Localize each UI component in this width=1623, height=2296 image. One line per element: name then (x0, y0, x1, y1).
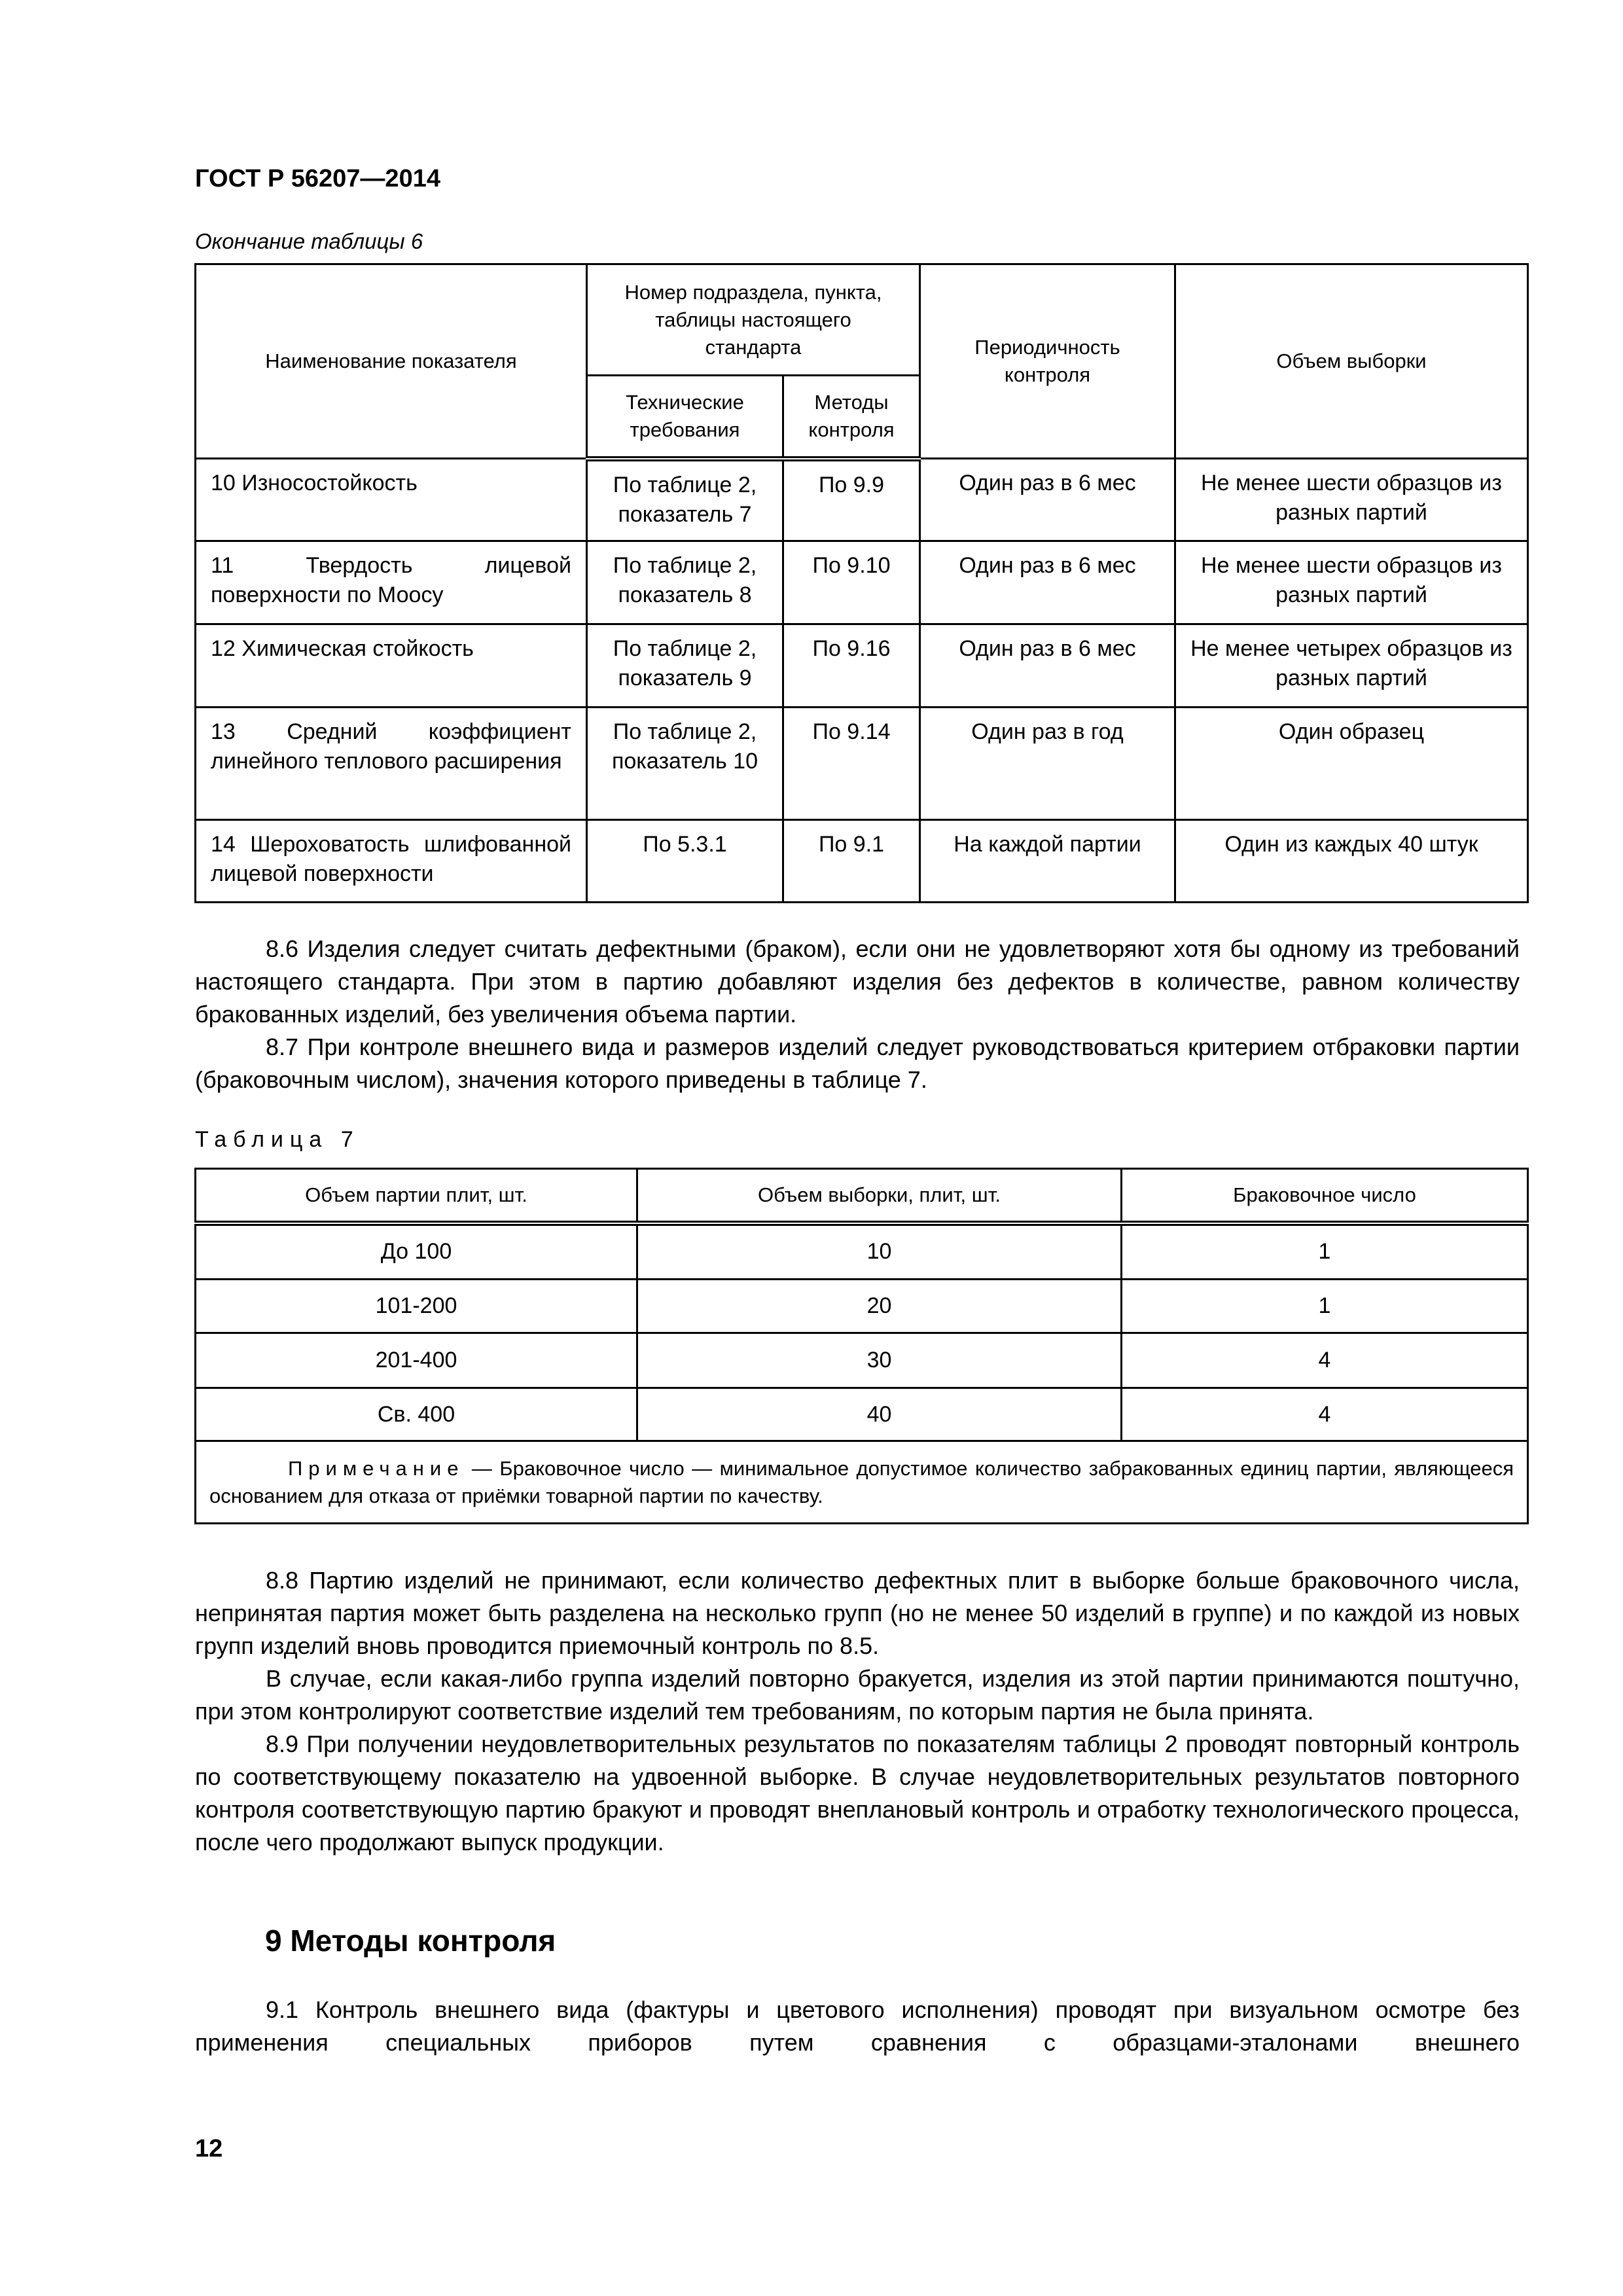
note-text: — Браковочное число — минимальное допустимое количество забракованных единиц партии, являющееся основанием для отказа от приёмки товарной партии по качеству. (209, 1456, 1514, 1507)
cell-sample-size: 20 (637, 1280, 1122, 1333)
cell-reject-number: 4 (1122, 1333, 1528, 1388)
header-periodicity: Периодичность контроля (920, 264, 1175, 459)
header-lot-size: Объем партии плит, шт. (196, 1169, 637, 1223)
cell-periodicity: Один раз в 6 мес (920, 541, 1175, 624)
table-7-caption: Таблица 7 (195, 1127, 360, 1152)
section-9-heading: 9 Методы контроля (265, 1924, 556, 1958)
paragraph-8-9: 8.9 При получении неудовлетворительных результатов по показателям таблицы 2 проводят повторный контроль по соответствующему показателю на удвоенной выборке. В случае неудовлетворительных результатов повторного контроля соответствующую партию бракуют и проводят внеплановый контроль и отработку технологического процесса, после чего продолжают выпуск продукции. (195, 1731, 1520, 1856)
cell-methods: По 9.1 (783, 820, 920, 903)
paragraph-8-7: 8.7 При контроле внешнего вида и размеров изделий следует руководствоваться критерием отбраковки партии (браковочным числом), значения которого приведены в таблице 7. (195, 1033, 1520, 1093)
paragraphs-8-6-8-7 (195, 933, 1520, 1096)
cell-sample: Один из каждых 40 штук (1175, 820, 1528, 903)
cell-sample: Не менее шести образцов из разных партий (1175, 459, 1528, 541)
table-row (196, 1280, 1528, 1333)
paragraph-8-8: 8.8 Партию изделий не принимают, если количество дефектных плит в выборке больше браковочного числа, непринятая партия может быть разделена на несколько групп (но не менее 50 изделий в группе) и по каждой из новых групп изделий вновь проводится приемочный контроль по 8.5. (195, 1567, 1520, 1659)
paragraph-8-6: 8.6 Изделия следует считать дефектными (браком), если они не удовлетворяют хотя бы одному из требований настоящего стандарта. При этом в партию добавляют изделия без дефектов в количестве, равном количеству бракованных изделий, без увеличения объема партии. (195, 935, 1520, 1028)
cell-sample-size: 40 (637, 1388, 1122, 1441)
table-row (196, 459, 1528, 541)
cell-name: 11 Твердость лицевой поверхности по Моосу (196, 541, 587, 624)
cell-tech-req: По таблице 2, показатель 7 (587, 459, 783, 541)
cell-lot-size: Св. 400 (196, 1388, 637, 1441)
cell-name: 10 Износостойкость (196, 459, 587, 541)
paragraphs-8-8-8-9 (195, 1564, 1520, 1859)
section-9-body (195, 1994, 1520, 2059)
table-6 (194, 263, 1529, 903)
header-sample: Объем выборки (1175, 264, 1528, 459)
cell-tech-req: По таблице 2, показатель 10 (587, 708, 783, 820)
table-6-continuation-caption: Окончание таблицы 6 (195, 229, 423, 253)
page-number: 12 (195, 2135, 223, 2162)
cell-name: 13 Средний коэффициент линейного теплового расширения (196, 708, 587, 820)
cell-methods: По 9.16 (783, 624, 920, 708)
cell-reject-number: 4 (1122, 1388, 1528, 1441)
table-row (196, 1333, 1528, 1388)
cell-methods: По 9.14 (783, 708, 920, 820)
cell-reject-number: 1 (1122, 1280, 1528, 1333)
cell-lot-size: 201-400 (196, 1333, 637, 1388)
table-row (196, 541, 1528, 624)
header-methods: Методы контроля (783, 376, 920, 459)
cell-name: 14 Шероховатость шлифованной лицевой поверхности (196, 820, 587, 903)
table-row (196, 1388, 1528, 1441)
cell-sample-size: 10 (637, 1223, 1122, 1280)
table-row (196, 1223, 1528, 1280)
header-section-group: Номер подраздела, пункта, таблицы настоящего стандарта (587, 264, 920, 376)
table-row (196, 708, 1528, 820)
cell-sample-size: 30 (637, 1333, 1122, 1388)
paragraph-9-1: 9.1 Контроль внешнего вида (фактуры и цветового исполнения) проводят при визуальном осмотре без применения специальных приборов путем сравнения с образцами-эталонами внешнего (195, 1996, 1520, 2056)
cell-methods: По 9.10 (783, 541, 920, 624)
cell-periodicity: На каждой партии (920, 820, 1175, 903)
header-name: Наименование показателя (196, 264, 587, 459)
cell-name: 12 Химическая стойкость (196, 624, 587, 708)
cell-periodicity: Один раз в год (920, 708, 1175, 820)
cell-lot-size: 101-200 (196, 1280, 637, 1333)
header-reject-number: Браковочное число (1122, 1169, 1528, 1223)
cell-periodicity: Один раз в 6 мес (920, 624, 1175, 708)
paragraph-8-8-cont: В случае, если какая-либо группа изделий повторно бракуется, изделия из этой партии принимаются поштучно, при этом контролируют соответствие изделий тем требованиям, по которым партия не была принята. (195, 1665, 1520, 1725)
cell-sample: Не менее четырех образцов из разных партий (1175, 624, 1528, 708)
header-tech-req: Технические требования (587, 376, 783, 459)
table-row (196, 624, 1528, 708)
cell-periodicity: Один раз в 6 мес (920, 459, 1175, 541)
table-7 (194, 1168, 1529, 1524)
note-label: Примечание (288, 1456, 465, 1480)
cell-sample: Один образец (1175, 708, 1528, 820)
document-header: ГОСТ Р 56207—2014 (195, 165, 440, 192)
cell-tech-req: По таблице 2, показатель 8 (587, 541, 783, 624)
table-note (196, 1441, 1528, 1524)
cell-sample: Не менее шести образцов из разных партий (1175, 541, 1528, 624)
cell-tech-req: По таблице 2, показатель 9 (587, 624, 783, 708)
header-sample-size: Объем выборки, плит, шт. (637, 1169, 1122, 1223)
cell-lot-size: До 100 (196, 1223, 637, 1280)
cell-methods: По 9.9 (783, 459, 920, 541)
cell-tech-req: По 5.3.1 (587, 820, 783, 903)
table-row (196, 820, 1528, 903)
cell-reject-number: 1 (1122, 1223, 1528, 1280)
